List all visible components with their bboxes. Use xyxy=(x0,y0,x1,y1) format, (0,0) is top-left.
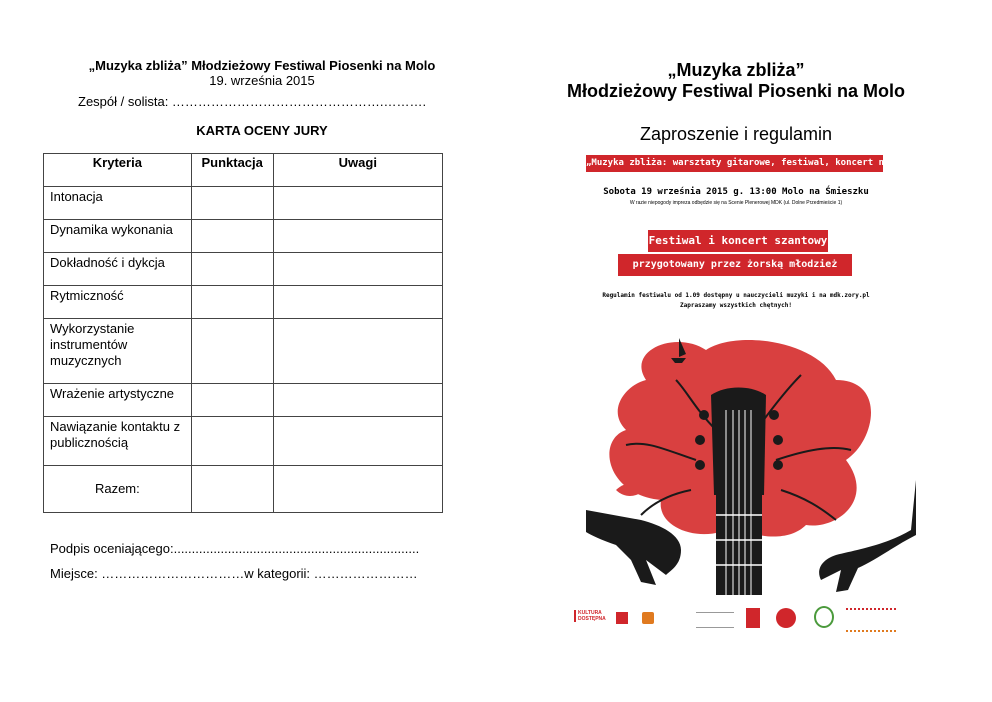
poster-illustration xyxy=(586,320,916,610)
logo-mark xyxy=(846,608,896,632)
notes-cell[interactable] xyxy=(273,253,442,286)
total-points-cell[interactable] xyxy=(191,466,273,513)
poster-banner-top: „Muzyka zbliża: warsztaty gitarowe, festiwal, koncert na molo”. xyxy=(586,155,883,172)
poster-regulation-line: Regulamin festiwalu od 1.09 dostępny u nauczycieli muzyki i na mdk.zory.pl xyxy=(602,292,870,299)
signature-field[interactable]: Podpis oceniającego:.................................................................... xyxy=(50,541,420,556)
place-category-field[interactable]: Miejsce: ……………………………w kategorii: …………………… xyxy=(50,566,418,581)
invitation-title-line2: Młodzieżowy Festiwal Piosenki na Molo xyxy=(566,81,906,101)
points-cell[interactable] xyxy=(191,220,273,253)
criterion-cell: Wykorzystanie instrumentów muzycznych xyxy=(44,319,192,384)
table-row xyxy=(44,187,443,220)
table-row xyxy=(44,417,443,466)
team-field[interactable]: Zespół / solista: ………………………………………….………. xyxy=(78,94,427,109)
column-header-criteria: Kryteria xyxy=(44,154,192,187)
table-row-total xyxy=(44,466,443,513)
points-cell[interactable] xyxy=(191,417,273,466)
notes-cell[interactable] xyxy=(273,384,442,417)
notes-cell[interactable] xyxy=(273,286,442,319)
logo-mark xyxy=(616,612,628,624)
points-cell[interactable] xyxy=(191,319,273,384)
notes-cell[interactable] xyxy=(273,417,442,466)
poster-date-note: W razie niepogody impreza odbędzie się na Scenie Plenerowej MDK (ul. Dolne Przedmieście 1) xyxy=(629,200,843,206)
notes-cell[interactable] xyxy=(273,319,442,384)
poster-banner-youth: przygotowany przez żorską młodzież xyxy=(618,254,852,276)
table-row xyxy=(44,384,443,417)
total-notes-cell[interactable] xyxy=(273,466,442,513)
logo-mark xyxy=(696,612,734,628)
logo-mark xyxy=(642,612,654,624)
criterion-cell: Rytmiczność xyxy=(44,286,192,319)
table-row xyxy=(44,253,443,286)
points-cell[interactable] xyxy=(191,253,273,286)
poster-regulation-info xyxy=(586,291,886,311)
festival-title: „Muzyka zbliża” Młodzieżowy Festiwal Piosenki na Molo xyxy=(88,58,436,73)
criterion-cell: Dynamika wykonania xyxy=(44,220,192,253)
table-row xyxy=(44,220,443,253)
poster-banner-concert: Festiwal i koncert szantowy xyxy=(648,230,828,252)
total-label-cell: Razem: xyxy=(44,466,192,513)
logo-kultura-dostepna: KULTURA DOSTĘPNA xyxy=(574,610,606,622)
column-header-points: Punktacja xyxy=(191,154,273,187)
criterion-cell: Dokładność i dykcja xyxy=(44,253,192,286)
table-row xyxy=(44,319,443,384)
points-cell[interactable] xyxy=(191,286,273,319)
points-cell[interactable] xyxy=(191,384,273,417)
score-table xyxy=(43,153,443,513)
notes-cell[interactable] xyxy=(273,187,442,220)
notes-cell[interactable] xyxy=(273,220,442,253)
criterion-cell: Intonacja xyxy=(44,187,192,220)
logo-mark xyxy=(814,606,834,628)
invitation-subtitle: Zaproszenie i regulamin xyxy=(639,124,833,144)
table-row xyxy=(44,286,443,319)
festival-date: 19. września 2015 xyxy=(209,73,315,88)
invitation-title-line1: „Muzyka zbliża” xyxy=(667,60,805,80)
jury-card-title: KARTA OCENY JURY xyxy=(196,123,328,138)
poster-invite-line: Zapraszamy wszystkich chętnych! xyxy=(680,302,792,309)
left-hand-icon xyxy=(586,510,681,585)
logo-mark xyxy=(746,608,760,628)
criterion-cell: Nawiązanie kontaktu z publicznością xyxy=(44,417,192,466)
jury-card-header xyxy=(40,58,484,88)
sponsor-logos xyxy=(566,600,906,636)
column-header-notes: Uwagi xyxy=(273,154,442,187)
criterion-cell: Wrażenie artystyczne xyxy=(44,384,192,417)
poster-date-line: Sobota 19 września 2015 g. 13:00 Molo na Śmieszku xyxy=(603,187,869,197)
invitation-title xyxy=(554,60,918,102)
logo-mark xyxy=(776,608,796,628)
table-header-row xyxy=(44,154,443,187)
points-cell[interactable] xyxy=(191,187,273,220)
